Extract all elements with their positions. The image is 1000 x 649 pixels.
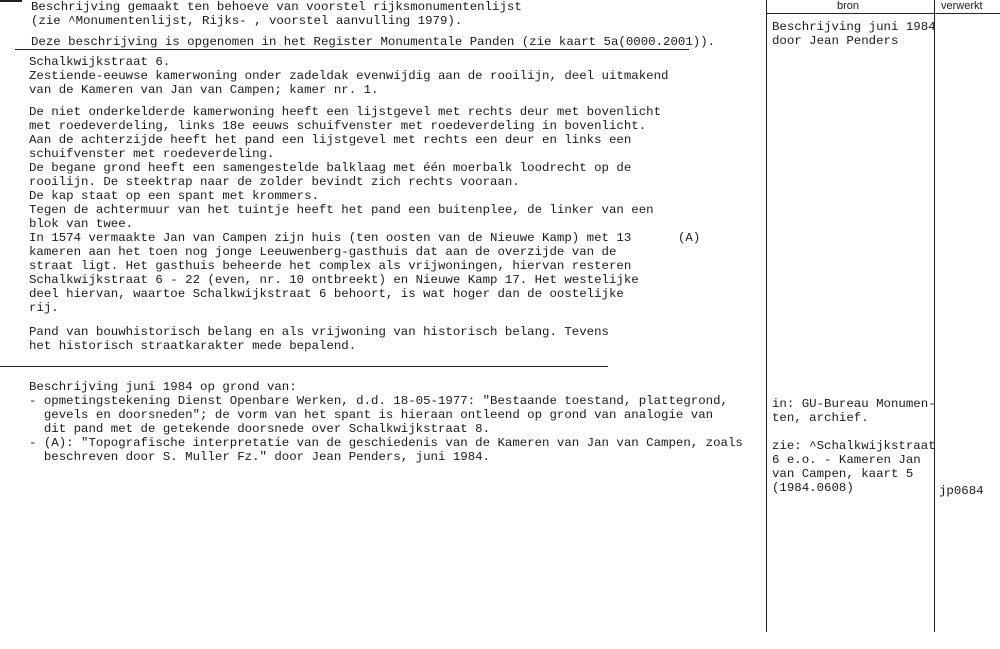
para1-line-2: van de Kameren van Jan van Campen; kamer nr. 1.	[29, 83, 379, 97]
para2-line-2: met roedeverdeling, links 18e eeuws schuifvenster met roedeverdeling in bovenlicht.	[29, 119, 647, 133]
para1-line-1: Zestiende-eeuwse kamerwoning onder zadeldak evenwijdig aan de rooilijn, deel uitmakend	[29, 69, 669, 83]
bron-entry3-line-3: van Campen, kaart 5	[772, 467, 914, 481]
para2-line-1: De niet onderkelderde kamerwoning heeft een lijstgevel met rechts deur met bovenlicht	[29, 105, 662, 119]
bron-header: bron	[837, 0, 860, 12]
para2-line-15: rij.	[29, 301, 59, 315]
corner-mark	[0, 0, 22, 2]
description-rule	[0, 366, 608, 367]
header-rule	[766, 13, 1000, 14]
intro-line-2: (zie ^Monumentenlijst, Rijks- , voorstel aanvulling 1979).	[31, 14, 463, 28]
bron-entry3-line-4: (1984.0608)	[772, 481, 854, 495]
para2-line-10: In 1574 vermaakte Jan van Campen zijn huis (ten oosten van de Nieuwe Kamp) met 13	[29, 231, 632, 245]
para2-line-11: kameren aan het toen nog jonge Leeuwenberg-gasthuis dat aan de overzijde van de	[29, 245, 617, 259]
basis-line-6: beschreven door S. Muller Fz." door Jean Penders, juni 1984.	[29, 450, 491, 464]
basis-line-4: dit pand met de getekende doorsnede over Schalkwijkstraat 8.	[29, 422, 491, 436]
bron-right-divider	[934, 0, 935, 632]
address: Schalkwijkstraat 6.	[29, 55, 171, 69]
para2-line-14: deel hiervan, waartoe Schalkwijkstraat 6 behoort, is wat hoger dan de oostelijke	[29, 287, 624, 301]
intro-line-1: Beschrijving gemaakt ten behoeve van voorstel rijksmonumentenlijst	[31, 0, 522, 14]
basis-line-1: Beschrijving juni 1984 op grond van:	[29, 380, 297, 394]
basis-line-5: - (A): "Topografische interpretatie van de geschiedenis van de Kameren van Jan van Campen, zoals	[29, 436, 743, 450]
para2-line-8: Tegen de achtermuur van het tuintje heeft het pand een buitenplee, de linker van een	[29, 203, 654, 217]
basis-line-2: - opmetingstekening Dienst Openbare Werken, d.d. 18-05-1977: "Bestaande toestand, plattegrond,	[29, 394, 728, 408]
bron-entry3-line-2: 6 e.o. - Kameren Jan	[772, 453, 921, 467]
para2-line-12: straat ligt. Het gasthuis beheerde het complex als vrijwoningen, hiervan resteren	[29, 259, 632, 273]
verwerkt-code: jp0684	[939, 484, 984, 498]
bron-entry1-line-2: door Jean Penders	[772, 34, 899, 48]
bron-entry2-line-2: ten, archief.	[772, 411, 869, 425]
basis-line-3: gevels en doorsneden"; de vorm van het spant is hieraan ontleend op grond van analogie van	[29, 408, 714, 422]
para2-line-3: Aan de achterzijde heeft het pand een lijstgevel met rechts een deur en links een	[29, 133, 632, 147]
para2-line-9: blok van twee.	[29, 217, 134, 231]
verwerkt-header: verwerkt	[941, 0, 983, 12]
register-rule	[15, 49, 689, 50]
bron-left-divider	[766, 0, 767, 632]
para3-line-1: Pand van bouwhistorisch belang en als vrijwoning van historisch belang. Tevens	[29, 325, 609, 339]
annotation-marker: (A)	[678, 231, 701, 245]
register-line: Deze beschrijving is opgenomen in het Register Monumentale Panden (zie kaart 5a(0000.2001)).	[31, 35, 716, 49]
para2-line-7: De kap staat op een spant met krommers.	[29, 189, 319, 203]
para2-line-5: De begane grond heeft een samengestelde balklaag met één moerbalk loodrecht op de	[29, 161, 632, 175]
bron-entry1-line-1: Beschrijving juni 1984	[772, 20, 936, 34]
para2-line-13: Schalkwijkstraat 6 - 22 (even, nr. 10 ontbreekt) en Nieuwe Kamp 17. Het westelijke	[29, 273, 639, 287]
para3-line-2: het historisch straatkarakter mede bepalend.	[29, 339, 357, 353]
bron-entry2-line-1: in: GU-Bureau Monumen-	[772, 397, 936, 411]
para2-line-6: rooilijn. De steektrap naar de zolder bevindt zich rechts vooraan.	[29, 175, 520, 189]
para2-line-4: schuifvenster met roedeverdeling.	[29, 147, 275, 161]
bron-entry3-line-1: zie: ^Schalkwijkstraat	[772, 439, 936, 453]
